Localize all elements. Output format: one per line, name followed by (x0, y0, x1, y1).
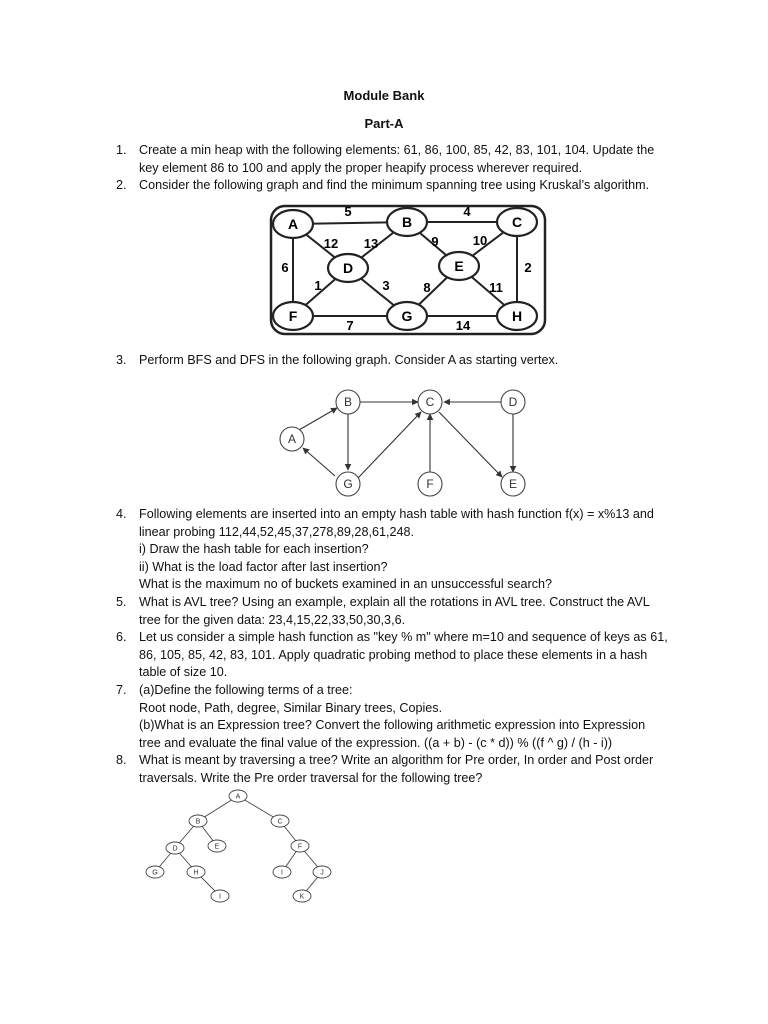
graph2-node-label: A (287, 432, 297, 446)
question-text (139, 594, 676, 629)
question-3 (116, 352, 676, 370)
question-text (139, 506, 676, 594)
graph1-node-label: E (454, 258, 464, 274)
question-number: 1. (116, 143, 127, 157)
graph1-edge-weight: 8 (423, 280, 431, 295)
tree-node-label: J (320, 869, 324, 877)
tree-node-label: F (297, 843, 303, 851)
graph1-node-label: F (288, 308, 298, 324)
question-2 (116, 177, 676, 195)
graph2-node-label: E (508, 477, 518, 491)
graph1-edge-weight: 10 (472, 233, 488, 248)
arc-g-c (358, 412, 421, 478)
question-8 (116, 752, 676, 787)
question-number: 6. (116, 630, 127, 644)
page-title: Module Bank (343, 88, 425, 103)
tree-node-label: B (195, 818, 201, 826)
question-text (139, 352, 676, 370)
question-line: traversals. Write the Pre order traversal for the following tree? (139, 770, 483, 785)
graph1-edge-weight: 7 (346, 318, 354, 333)
graph1-node-label: C (511, 214, 523, 230)
question-text (139, 142, 676, 177)
arc-a-b (299, 408, 337, 430)
graph1-edge-weight: 13 (363, 236, 379, 251)
question-6 (116, 629, 676, 682)
question-line: ii) What is the load factor after last insertion? (139, 559, 388, 574)
question-line: Perform BFS and DFS in the following graph. Consider A as starting vertex. (139, 353, 559, 367)
tree-node-label: A (235, 793, 241, 801)
question-text (139, 177, 676, 195)
tree-node-label: I (281, 869, 283, 877)
tree-node-label: C (277, 818, 283, 826)
question-line: key element 86 to 100 and apply the proper heapify process wherever required. (139, 160, 583, 175)
graph1-node-label: D (342, 260, 354, 276)
tree-node-label: K (299, 893, 305, 901)
graph2-node-label: C (425, 395, 435, 409)
graph2-node-label: F (426, 477, 434, 491)
tree-node-label: G (152, 869, 158, 877)
question-4 (116, 506, 676, 594)
question-line: i) Draw the hash table for each insertion? (139, 542, 369, 556)
section-title: Part-A (364, 116, 404, 131)
graph1-edge-weight: 2 (524, 260, 532, 275)
graph2-node-label: B (343, 395, 353, 409)
question-line: Consider the following graph and find the minimum spanning tree using Kruskal’s algorithm. (139, 178, 650, 192)
graph1-edge-weight: 3 (382, 278, 390, 293)
tree-node-label: D (172, 845, 178, 853)
question-line: 86, 105, 85, 42, 83, 101. Apply quadratic probing method to place these elements in a hash (139, 647, 648, 662)
question-number: 8. (116, 753, 127, 767)
graph1-edge-weight: 12 (323, 236, 339, 251)
question-text (139, 682, 676, 752)
question-5 (116, 594, 676, 629)
kruskal-graph (268, 198, 550, 344)
question-text (139, 629, 676, 682)
question-number: 7. (116, 683, 127, 697)
question-line: Root node, Path, degree, Similar Binary trees, Copies. (139, 700, 443, 715)
question-line: What is AVL tree? Using an example, explain all the rotations in AVL tree. Construct the AVL (139, 595, 650, 609)
graph2-node-label: D (508, 395, 518, 409)
question-number: 2. (116, 178, 127, 192)
graph1-edge-weight: 6 (281, 260, 289, 275)
question-number: 4. (116, 507, 127, 521)
tree-node-label: H (193, 869, 199, 877)
tree-node-label: I (219, 893, 221, 901)
arc-c-e (439, 412, 502, 477)
question-line: What is meant by traversing a tree? Write an algorithm for Pre order, In order and Post order (139, 753, 654, 767)
question-number: 5. (116, 595, 127, 609)
question-7 (116, 682, 676, 752)
question-line: (a)Define the following terms of a tree: (139, 683, 353, 697)
question-line: (b)What is an Expression tree? Convert the following arithmetic expression into Expression (139, 718, 646, 732)
tree-node-label: E (214, 843, 220, 851)
arc-b-a (303, 448, 335, 476)
question-line: table of size 10. (139, 665, 228, 679)
question-line: Following elements are inserted into an empty hash table with hash function f(x) = x%13 and (139, 507, 654, 521)
bfs-dfs-graph (272, 386, 532, 502)
graph1-edge-weight: 9 (431, 234, 439, 249)
question-1 (116, 142, 676, 177)
question-number: 3. (116, 353, 127, 367)
question-line: tree for the given data: 23,4,15,22,33,50,30,3,6. (139, 612, 406, 627)
graph1-edge-weight: 1 (314, 278, 322, 293)
question-text (139, 752, 676, 787)
graph1-node-label: B (401, 214, 413, 230)
graph1-edge-weight: 4 (463, 204, 471, 219)
question-line: Let us consider a simple hash function as "key % m" where m=10 and sequence of keys as 61, (139, 630, 668, 644)
question-line: What is the maximum no of buckets examined in an unsuccessful search? (139, 577, 552, 591)
graph1-edge-weight: 11 (489, 280, 503, 295)
question-line: tree and evaluate the final value of the expression. ((a + b) - (c * d)) % ((f ^ g) / (h - i)) (139, 735, 613, 750)
question-line: linear probing 112,44,52,45,37,278,89,28,61,248. (139, 524, 414, 539)
question-line: Create a min heap with the following elements: 61, 86, 100, 85, 42, 83, 101, 104. Update the (139, 143, 655, 157)
graph2-node-label: G (343, 477, 353, 491)
graph1-node-label: H (511, 308, 523, 324)
graph1-node-label: G (401, 308, 413, 324)
graph1-edge-weight: 14 (455, 318, 471, 333)
graph1-node-label: A (287, 216, 299, 232)
binary-tree (140, 786, 340, 908)
graph1-edge-weight: 5 (344, 204, 352, 219)
